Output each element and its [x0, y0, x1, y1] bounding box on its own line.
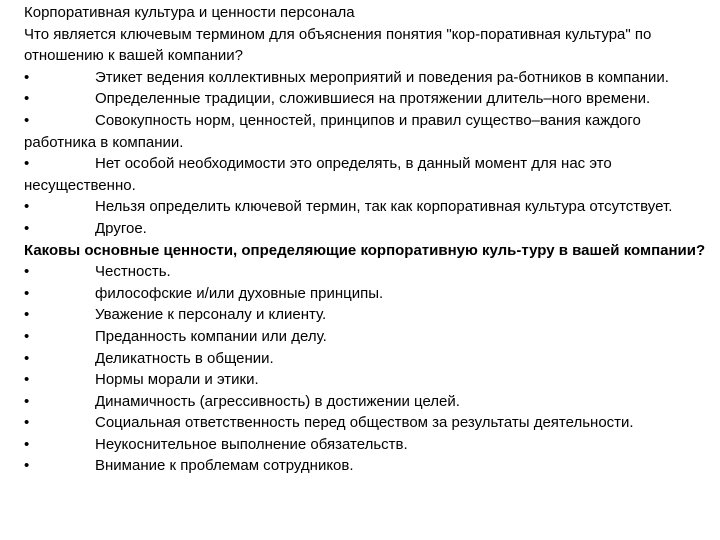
- bullet-icon: •: [24, 68, 30, 86]
- bullet-icon: •: [24, 198, 30, 216]
- list-item: [24, 455, 710, 477]
- list-item: [24, 391, 710, 413]
- list-item: [24, 434, 710, 456]
- bullet-icon: •: [24, 371, 30, 389]
- list-item-text: Нельзя определить ключевой термин, так как корпоративная культура отсутствует.: [95, 198, 673, 216]
- list-item-text: Нормы морали и этики.: [95, 371, 259, 389]
- list-item-text: Социальная ответственность перед обществом за результаты деятельности.: [95, 414, 634, 432]
- bullet-icon: •: [24, 284, 30, 302]
- list-item-text: Этикет ведения коллективных мероприятий и поведения ра-ботников в компании.: [95, 68, 669, 86]
- bullet-icon: •: [24, 327, 30, 345]
- list-item-text: философские и/или духовные принципы.: [95, 284, 384, 302]
- list-item: [24, 261, 710, 283]
- question-1-options: [24, 67, 710, 240]
- bullet-icon: •: [24, 306, 30, 324]
- bullet-icon: •: [24, 457, 30, 475]
- question-2: Каковы основные ценности, определяющие корпоративную куль-туру в вашей компании?: [24, 241, 706, 259]
- list-item-text: Уважение к персоналу и клиенту.: [95, 306, 327, 324]
- list-item-text: Преданность компании или делу.: [95, 327, 327, 345]
- bullet-icon: •: [24, 435, 30, 453]
- bullet-icon: •: [24, 155, 30, 173]
- list-item: [24, 110, 710, 153]
- list-item: [24, 153, 710, 196]
- list-item-text: Неукоснительное выполнение обязательств.: [95, 435, 408, 453]
- list-item: [24, 88, 710, 110]
- bullet-icon: •: [24, 111, 30, 129]
- list-item-text: Деликатность в общении.: [95, 349, 274, 367]
- bullet-icon: •: [24, 414, 30, 432]
- list-item: [24, 326, 710, 348]
- list-item-text: Внимание к проблемам сотрудников.: [95, 457, 354, 475]
- list-item: [24, 369, 710, 391]
- list-item-text: Определенные традиции, сложившиеся на протяжении длитель–ного времени.: [95, 90, 651, 108]
- question-1: Что является ключевым термином для объяснения понятия "кор-поративная культура" по отношению к вашей компании?: [24, 25, 652, 65]
- bullet-icon: •: [24, 392, 30, 410]
- document-title: Корпоративная культура и ценности персонала: [24, 4, 355, 21]
- bullet-icon: •: [24, 219, 30, 237]
- list-item: [24, 67, 710, 89]
- list-item-text: Нет особой необходимости это определять, в данный момент для нас это несущественно.: [24, 155, 612, 194]
- bullet-icon: •: [24, 349, 30, 367]
- question-2-options: [24, 261, 710, 477]
- list-item: [24, 218, 710, 240]
- list-item-text: Динамичность (агрессивность) в достижении целей.: [95, 392, 460, 410]
- list-item: [24, 196, 710, 218]
- list-item: [24, 412, 710, 434]
- bullet-icon: •: [24, 90, 30, 108]
- list-item: [24, 304, 710, 326]
- bullet-icon: •: [24, 263, 30, 281]
- list-item: [24, 348, 710, 370]
- list-item-text: Честность.: [95, 263, 171, 281]
- list-item-text: Совокупность норм, ценностей, принципов и правил существо–вания каждого работника в компании.: [24, 111, 641, 151]
- list-item: [24, 283, 710, 305]
- list-item-text: Другое.: [95, 219, 147, 237]
